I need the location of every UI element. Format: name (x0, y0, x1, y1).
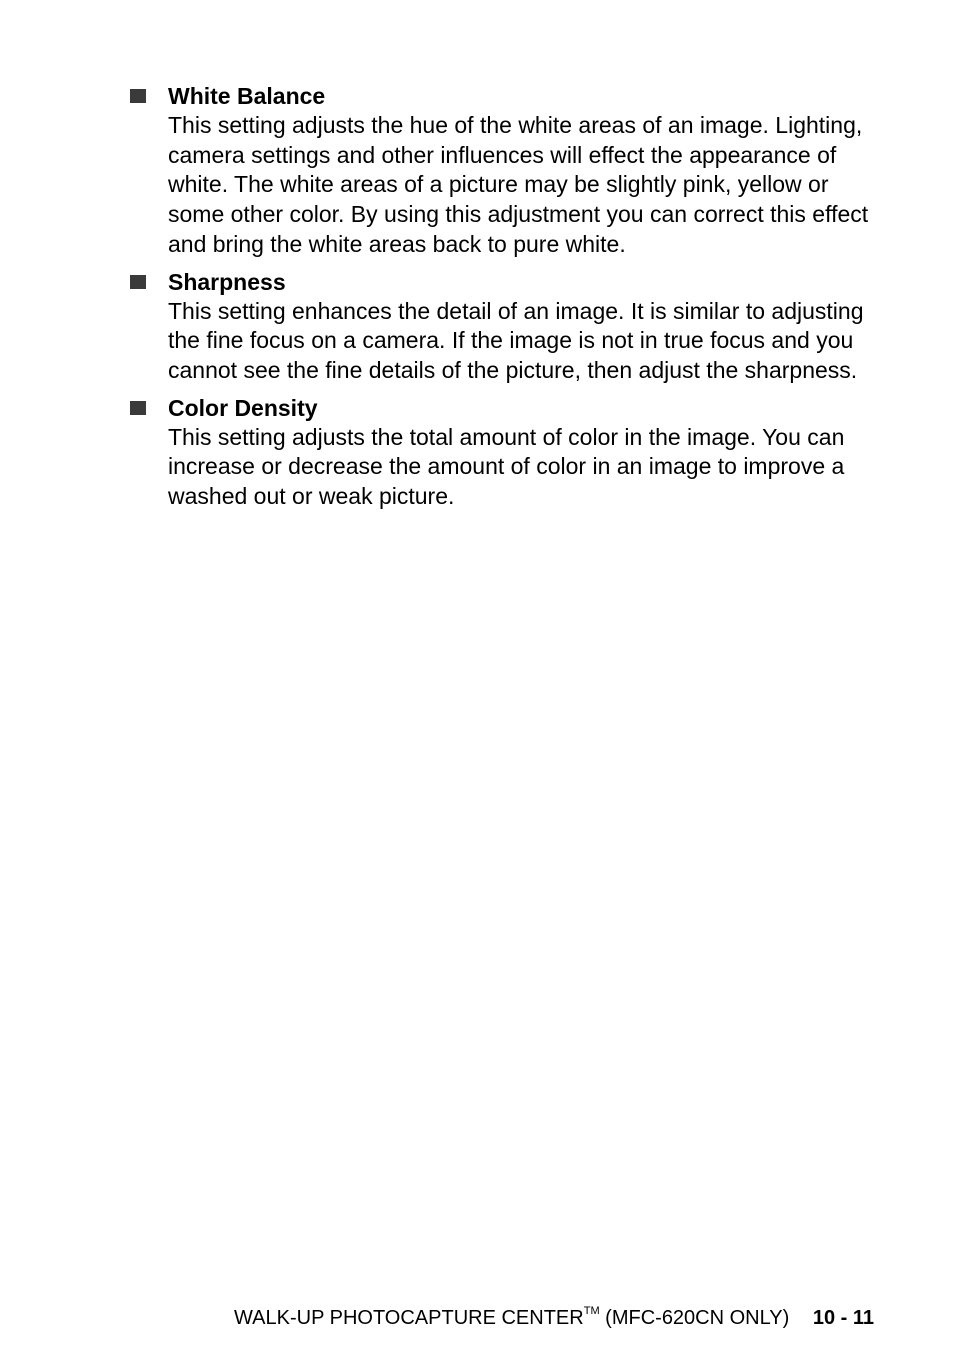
trademark-mark: TM (583, 1305, 600, 1317)
section-heading: White Balance (168, 83, 326, 109)
section-body: This setting enhances the detail of an image. It is similar to adjusting the fine focus on a camera. If the image is not in true focus and you cannot see the fine details of the picture, then adjust the sharpness. (168, 297, 864, 383)
section-color-density (128, 393, 888, 512)
page-number: 10 - 11 (812, 1307, 874, 1329)
section-heading: Color Density (168, 394, 318, 421)
section-sharpness (128, 267, 888, 386)
document-content (128, 81, 888, 519)
page-footer (234, 1296, 874, 1333)
footer-model: (MFC-620CN ONLY) (605, 1307, 790, 1329)
footer-title: WALK-UP PHOTOCAPTURE CENTER (234, 1307, 584, 1329)
section-body: This setting adjusts the hue of the white areas of an image. Lighting, camera settings and other influences will effect the appearance of white. The white areas of a picture may be slightly pink, yellow or some other color. By using this adjustment you can correct this effect and bring the white areas back to pure white. (168, 112, 869, 257)
square-bullet-icon (130, 401, 146, 415)
section-body: This setting adjusts the total amount of color in the image. You can increase or decrease the amount of color in an image to improve a washed out or weak picture. (168, 423, 845, 510)
square-bullet-icon (130, 275, 146, 289)
section-white-balance (128, 81, 888, 260)
section-heading: Sharpness (168, 268, 286, 295)
square-bullet-icon (130, 89, 146, 103)
